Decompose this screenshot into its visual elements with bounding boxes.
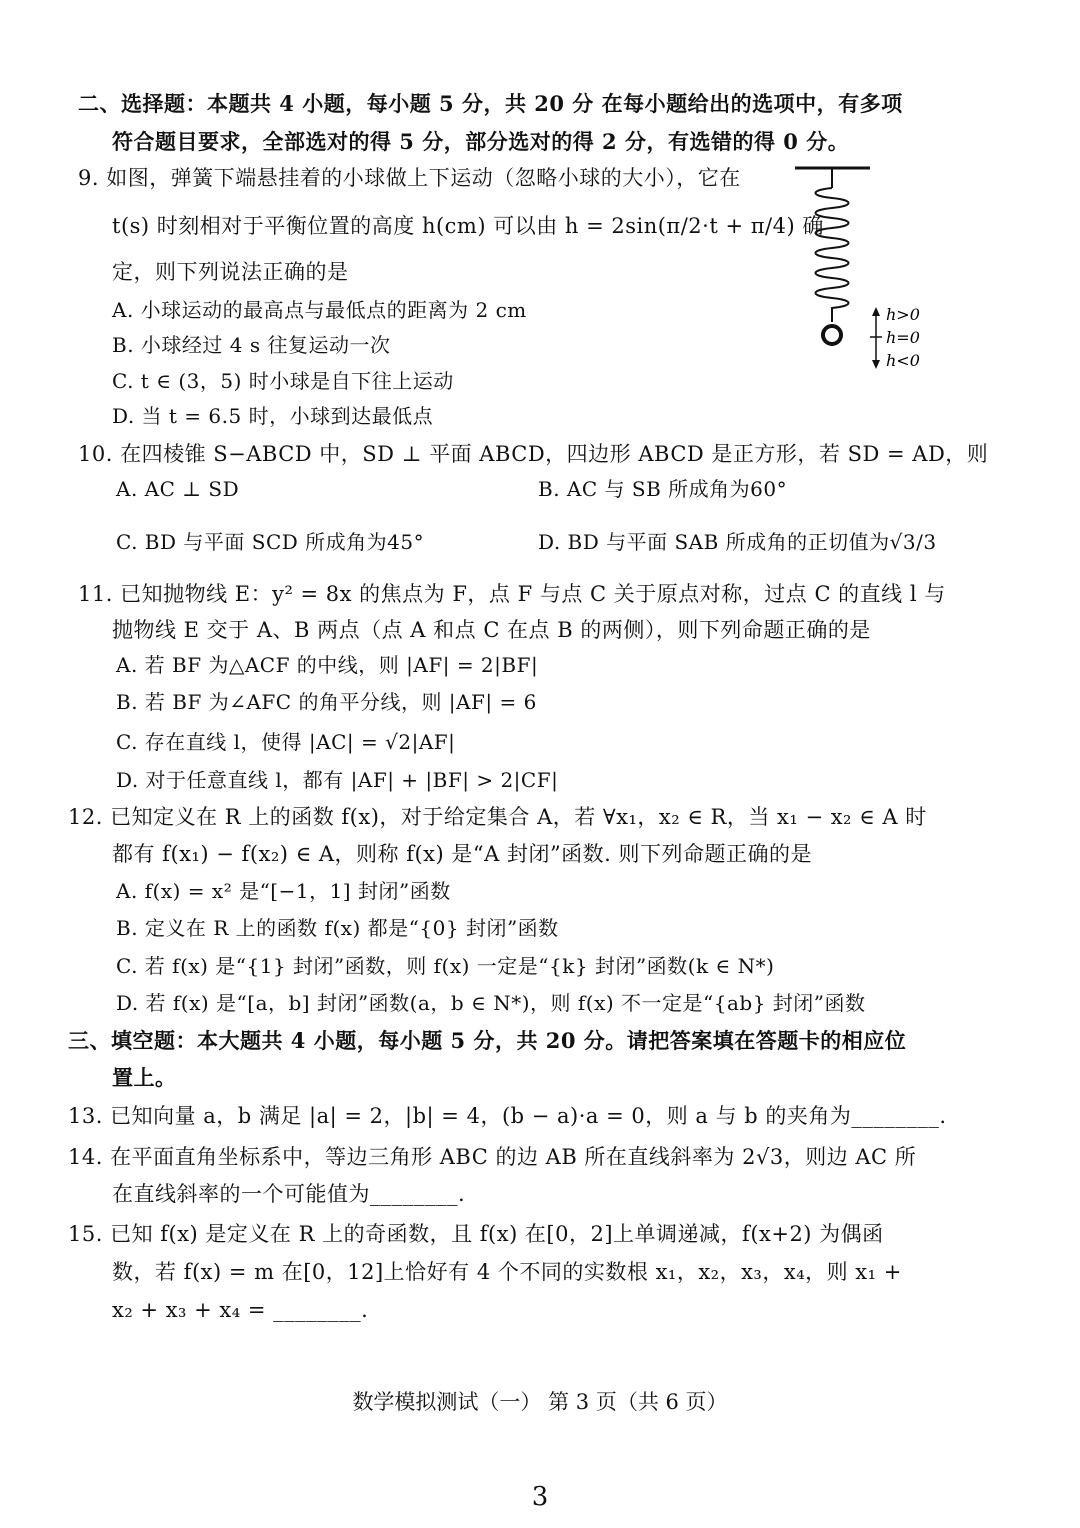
label-h-positive: h>0 [886,305,920,324]
section-2-heading: 二、选择题：本题共 4 小题，每小题 5 分，共 20 分 在每小题给出的选项中，有多项 [78,91,903,116]
q12-option-a: A. f(x) = x² 是“[−1，1] 封闭”函数 [116,879,451,903]
q11-stem-line1: 11. 已知抛物线 E：y² = 8x 的焦点为 F，点 F 与点 C 关于原点对称，过点 C 的直线 l 与 [78,582,946,606]
spring-diagram [790,160,940,380]
section-2-heading-cont: 符合题目要求，全部选对的得 5 分，部分选对的得 2 分，有选错的得 0 分。 [112,129,850,154]
arrow-down-icon [872,360,880,369]
q12-stem-line1: 12. 已知定义在 R 上的函数 f(x)，对于给定集合 A，若 ∀x₁，x₂ ∈ R，当 x₁ − x₂ ∈ A 时 [68,805,927,829]
q10-option-c: C. BD 与平面 SCD 所成角为45° [116,530,425,554]
label-h-negative: h<0 [886,351,920,370]
q9-option-b: B. 小球经过 4 s 往复运动一次 [112,333,391,357]
q9-option-d: D. 当 t = 6.5 时，小球到达最低点 [112,404,434,428]
ball-icon [823,326,841,344]
q9-stem-line1: 9. 如图，弹簧下端悬挂着的小球做上下运动（忽略小球的大小），它在 [78,166,741,190]
q11-option-a: A. 若 BF 为△ACF 的中线，则 |AF| = 2|BF| [116,653,539,677]
q12-stem-line2: 都有 f(x₁) − f(x₂) ∈ A，则称 f(x) 是“A 封闭”函数. 则下列命题正确的是 [112,842,813,866]
page-number: 3 [531,1482,549,1512]
q10-option-b: B. AC 与 SB 所成角为60° [538,477,788,501]
q13-stem: 13. 已知向量 a，b 满足 |a| = 2，|b| = 4，(b − a)·a = 0，则 a 与 b 的夹角为________. [68,1104,947,1128]
q15-stem-line1: 15. 已知 f(x) 是定义在 R 上的奇函数，且 f(x) 在[0，2]上单调递减，f(x+2) 为偶函 [68,1222,884,1246]
q15-stem-line3: x₂ + x₃ + x₄ = ________. [112,1298,369,1322]
q11-stem-line2: 抛物线 E 交于 A、B 两点（点 A 和点 C 在点 B 的两侧），则下列命题正确的是 [112,618,871,642]
q9-stem-line2: t(s) 时刻相对于平衡位置的高度 h(cm) 可以由 h = 2sin(π/2·t + π/4) 确 [112,214,824,238]
section-3-heading: 三、填空题：本大题共 4 小题，每小题 5 分，共 20 分。请把答案填在答题卡的相应位 [68,1028,907,1053]
q15-stem-line2: 数，若 f(x) = m 在[0，12]上恰好有 4 个不同的实数根 x₁，x₂，x₃，x₄，则 x₁ + [112,1260,902,1284]
q9-option-c: C. t ∈ (3，5) 时小球是自下往上运动 [112,369,454,393]
q10-option-d: D. BD 与平面 SAB 所成角的正切值为√3/3 [538,530,937,554]
q10-option-a: A. AC ⊥ SD [116,477,240,501]
q14-stem-line1: 14. 在平面直角坐标系中，等边三角形 ABC 的边 AB 所在直线斜率为 2√3，则边 AC 所 [68,1145,917,1169]
q12-option-c: C. 若 f(x) 是“{1} 封闭”函数，则 f(x) 一定是“{k} 封闭”函数(k ∈ N*) [116,954,775,978]
q11-option-b: B. 若 BF 为∠AFC 的角平分线，则 |AF| = 6 [116,690,537,714]
q11-option-d: D. 对于任意直线 l，都有 |AF| + |BF| > 2|CF| [116,768,559,792]
label-h-zero: h=0 [886,328,920,347]
q14-stem-line2: 在直线斜率的一个可能值为________. [112,1182,466,1206]
q12-option-d: D. 若 f(x) 是“[a，b] 封闭”函数(a，b ∈ N*)，则 f(x) 不一定是“{ab} 封闭”函数 [116,991,866,1015]
q10-stem: 10. 在四棱锥 S−ABCD 中，SD ⊥ 平面 ABCD，四边形 ABCD 是正方形，若 SD = AD，则 [78,442,989,466]
q9-stem-line3: 定，则下列说法正确的是 [112,260,349,284]
section-3-heading-cont: 置上。 [112,1065,177,1090]
q12-option-b: B. 定义在 R 上的函数 f(x) 都是“{0} 封闭”函数 [116,916,559,940]
q9-option-a: A. 小球运动的最高点与最低点的距离为 2 cm [112,298,527,322]
spring-coil [816,188,849,322]
q11-option-c: C. 存在直线 l，使得 |AC| = √2|AF| [116,730,456,754]
page-footer: 数学模拟测试（一） 第 3 页（共 6 页） [352,1390,728,1414]
arrow-up-icon [872,307,880,316]
